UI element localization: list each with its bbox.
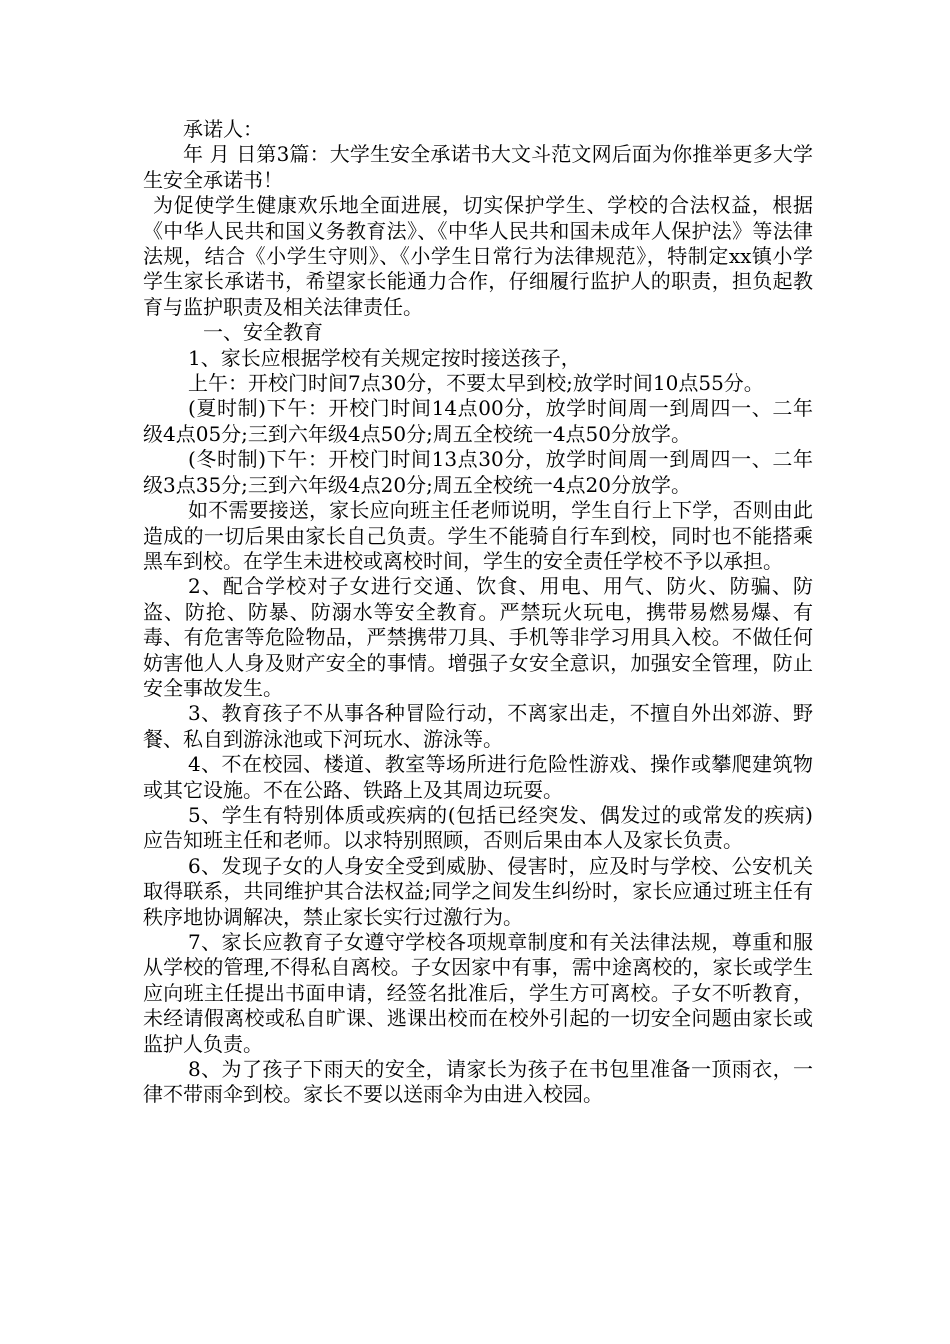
section-heading-safety-education: 一、安全教育 (203, 320, 323, 345)
item-2-paragraph: 2、配合学校对子女进行交通、饮食、用电、用气、防火、防骗、防盗、防抢、防暴、防溺水等安全教育。严禁玩火玩电，携带易燃易爆、有毒、有危害等危险物品，严禁携带刀具、手机等非学习用具入校。不做任何妨害他人人身及财产安全的事情。增强子女安全意识，加强安全管理，防止安全事故发生。 (143, 574, 813, 700)
winter-schedule-paragraph: (冬时制)下午：开校门时间13点30分，放学时间周一到周四一、二年级3点35分;三到六年级4点20分;周五全校统一4点20分放学。 (143, 447, 813, 497)
item-7-paragraph: 7、家长应教育子女遵守学校各项规章制度和有关法律法规，尊重和服从学校的管理,不得私自离校。子女因家中有事，需中途离校的，家长或学生应向班主任提出书面申请，经签名批准后，学生方可离校。子女不听教育，未经请假离校或私自旷课、逃课出校而在校外引起的一切安全问题由家长或监护人负责。 (143, 930, 813, 1056)
summer-schedule-paragraph: (夏时制)下午：开校门时间14点00分，放学时间周一到周四一、二年级4点05分;三到六年级4点50分;周五全校统一4点50分放学。 (143, 396, 813, 446)
item-3-paragraph: 3、教育孩子不从事各种冒险行动，不离家出走，不擅自外出郊游、野餐、私自到游泳池或下河玩水、游泳等。 (143, 701, 813, 751)
date-and-title-line: 年 月 日第3篇：大学生安全承诺书大文斗范文网后面为你推举更多大学生安全承诺书！ (143, 142, 813, 192)
item-5-paragraph: 5、学生有特别体质或疾病的(包括已经突发、偶发过的或常发的疾病)应告知班主任和老师。以求特别照顾，否则后果由本人及家长负责。 (143, 802, 813, 853)
item-4-paragraph: 4、不在校园、楼道、教室等场所进行危险性游戏、操作或攀爬建筑物或其它设施。不在公路、铁路上及其周边玩耍。 (143, 752, 813, 802)
item-8-paragraph: 8、为了孩子下雨天的安全，请家长为孩子在书包里准备一顶雨衣，一律不带雨伞到校。家长不要以送雨伞为由进入校园。 (143, 1057, 813, 1107)
morning-schedule-paragraph: 上午：开校门时间7点30分，不要太早到校;放学时间10点55分。 (188, 371, 764, 396)
item-1-paragraph: 1、家长应根据学校有关规定按时接送孩子， (188, 345, 581, 370)
document-body (143, 117, 813, 1108)
no-pickup-paragraph: 如不需要接送，家长应向班主任老师说明，学生自行上下学，否则由此造成的一切后果由家长自己负责。学生不能骑自行车到校，同时也不能搭乘黑车到校。在学生未进校或离校时间，学生的安全责任学校不予以承担。 (143, 498, 813, 573)
item-6-paragraph: 6、发现子女的人身安全受到威胁、侵害时，应及时与学校、公安机关取得联系，共同维护其合法权益;同学之间发生纠纷时，家长应通过班主任有秩序地协调解决，禁止家长实行过激行为。 (143, 853, 813, 929)
intro-paragraph: 为促使学生健康欢乐地全面进展，切实保护学生、学校的合法权益，根据《中华人民共和国义务教育法》、《中华人民共和国未成年人保护法》等法律法规，结合《小学生守则》、《小学生日常行为法律规范》，特制定xx镇小学学生家长承诺书，希望家长能通力合作，仔细履行监护人的职责，担负起教育与监护职责及相关法律责任。 (143, 193, 813, 319)
promisor-line: 承诺人： (183, 117, 263, 141)
